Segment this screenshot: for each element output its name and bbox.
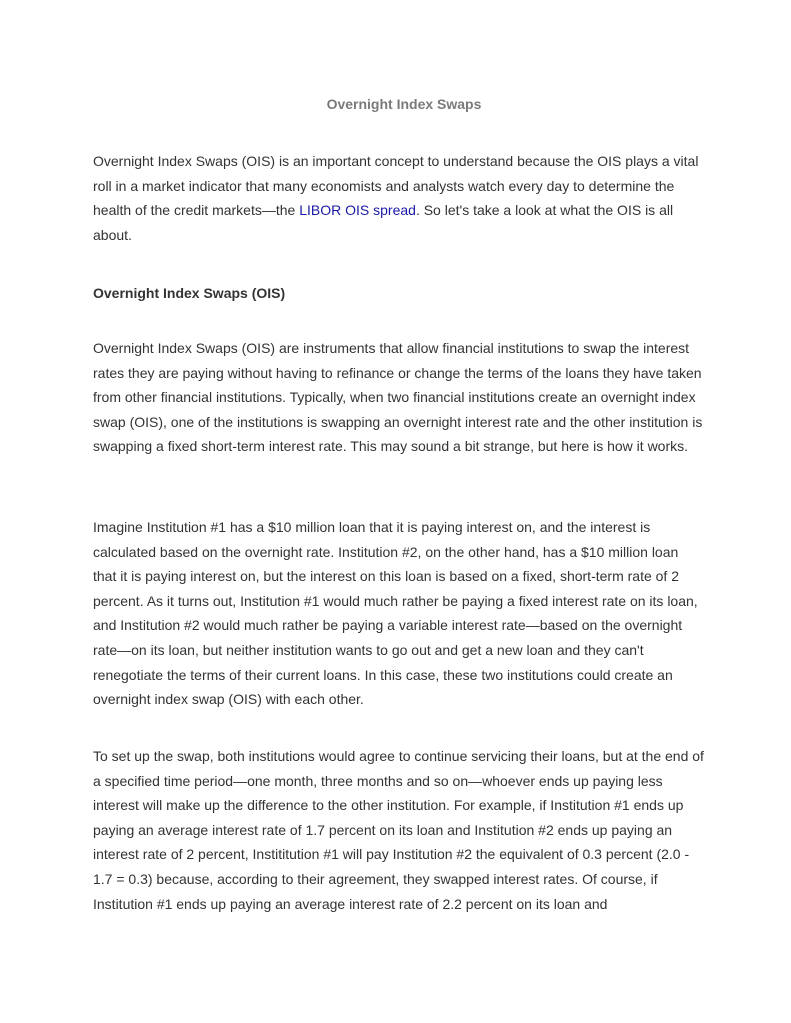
paragraph-example: Imagine Institution #1 has a $10 million loan that it is paying interest on, and the interest is calculated based on the overnight rate. Institution #2, on the other hand, has a $10 million loan that it is paying interest on, but the interest on this loan is based on a fixed, short-term rate of 2 percent. As it turns out, Institution #1 would much rather be paying a fixed interest rate on its loan, and Institution #2 would much rather be paying a variable interest rate—based on the overnight rate—on its loan, but neither institution wants to go out and get a new loan and they can't renegotiate the terms of their current loans. In this case, these two institutions could create an overnight index swap (OIS) with each other.	[93, 519, 698, 708]
section-heading: Overnight Index Swaps (OIS)	[93, 285, 286, 301]
paragraph-definition: Overnight Index Swaps (OIS) are instruments that allow financial institutions to swap the interest rates they are paying without having to refinance or change the terms of the loans they have taken from other financial institutions. Typically, when two financial institutions create an overnight index swap (OIS), one of the institutions is swapping an overnight interest rate and the other institution is swapping a fixed short-term interest rate. This may sound a bit strange, but here is how it works.	[93, 340, 703, 455]
page-title: Overnight Index Swaps	[326, 96, 482, 112]
intro-text-before-link: Overnight Index Swaps (OIS) is an important concept to understand because the OIS plays a vital roll in a market indicator that many economists and analysts watch every day to determine the health of the credit markets—the	[93, 153, 699, 219]
paragraph-swap-setup: To set up the swap, both institutions would agree to continue servicing their loans, but at the end of a specified time period—one month, three months and so on—whoever ends up paying less interest will make up the difference to the other institution. For example, if Institution #1 ends up paying an average interest rate of 1.7 percent on its loan and Institution #2 ends up paying an interest rate of 2 percent, Instititution #1 will pay Institution #2 the equivalent of 0.3 percent (2.0 - 1.7 = 0.3) because, according to their agreement, they swapped interest rates. Of course, if Institution #1 ends up paying an average interest rate of 2.2 percent on its loan and	[93, 748, 704, 912]
intro-text-after-link: . So let's take a look at what the OIS is all about.	[93, 202, 674, 243]
intro-paragraph	[93, 149, 705, 247]
libor-ois-spread-link[interactable]: LIBOR OIS spread	[299, 202, 416, 219]
